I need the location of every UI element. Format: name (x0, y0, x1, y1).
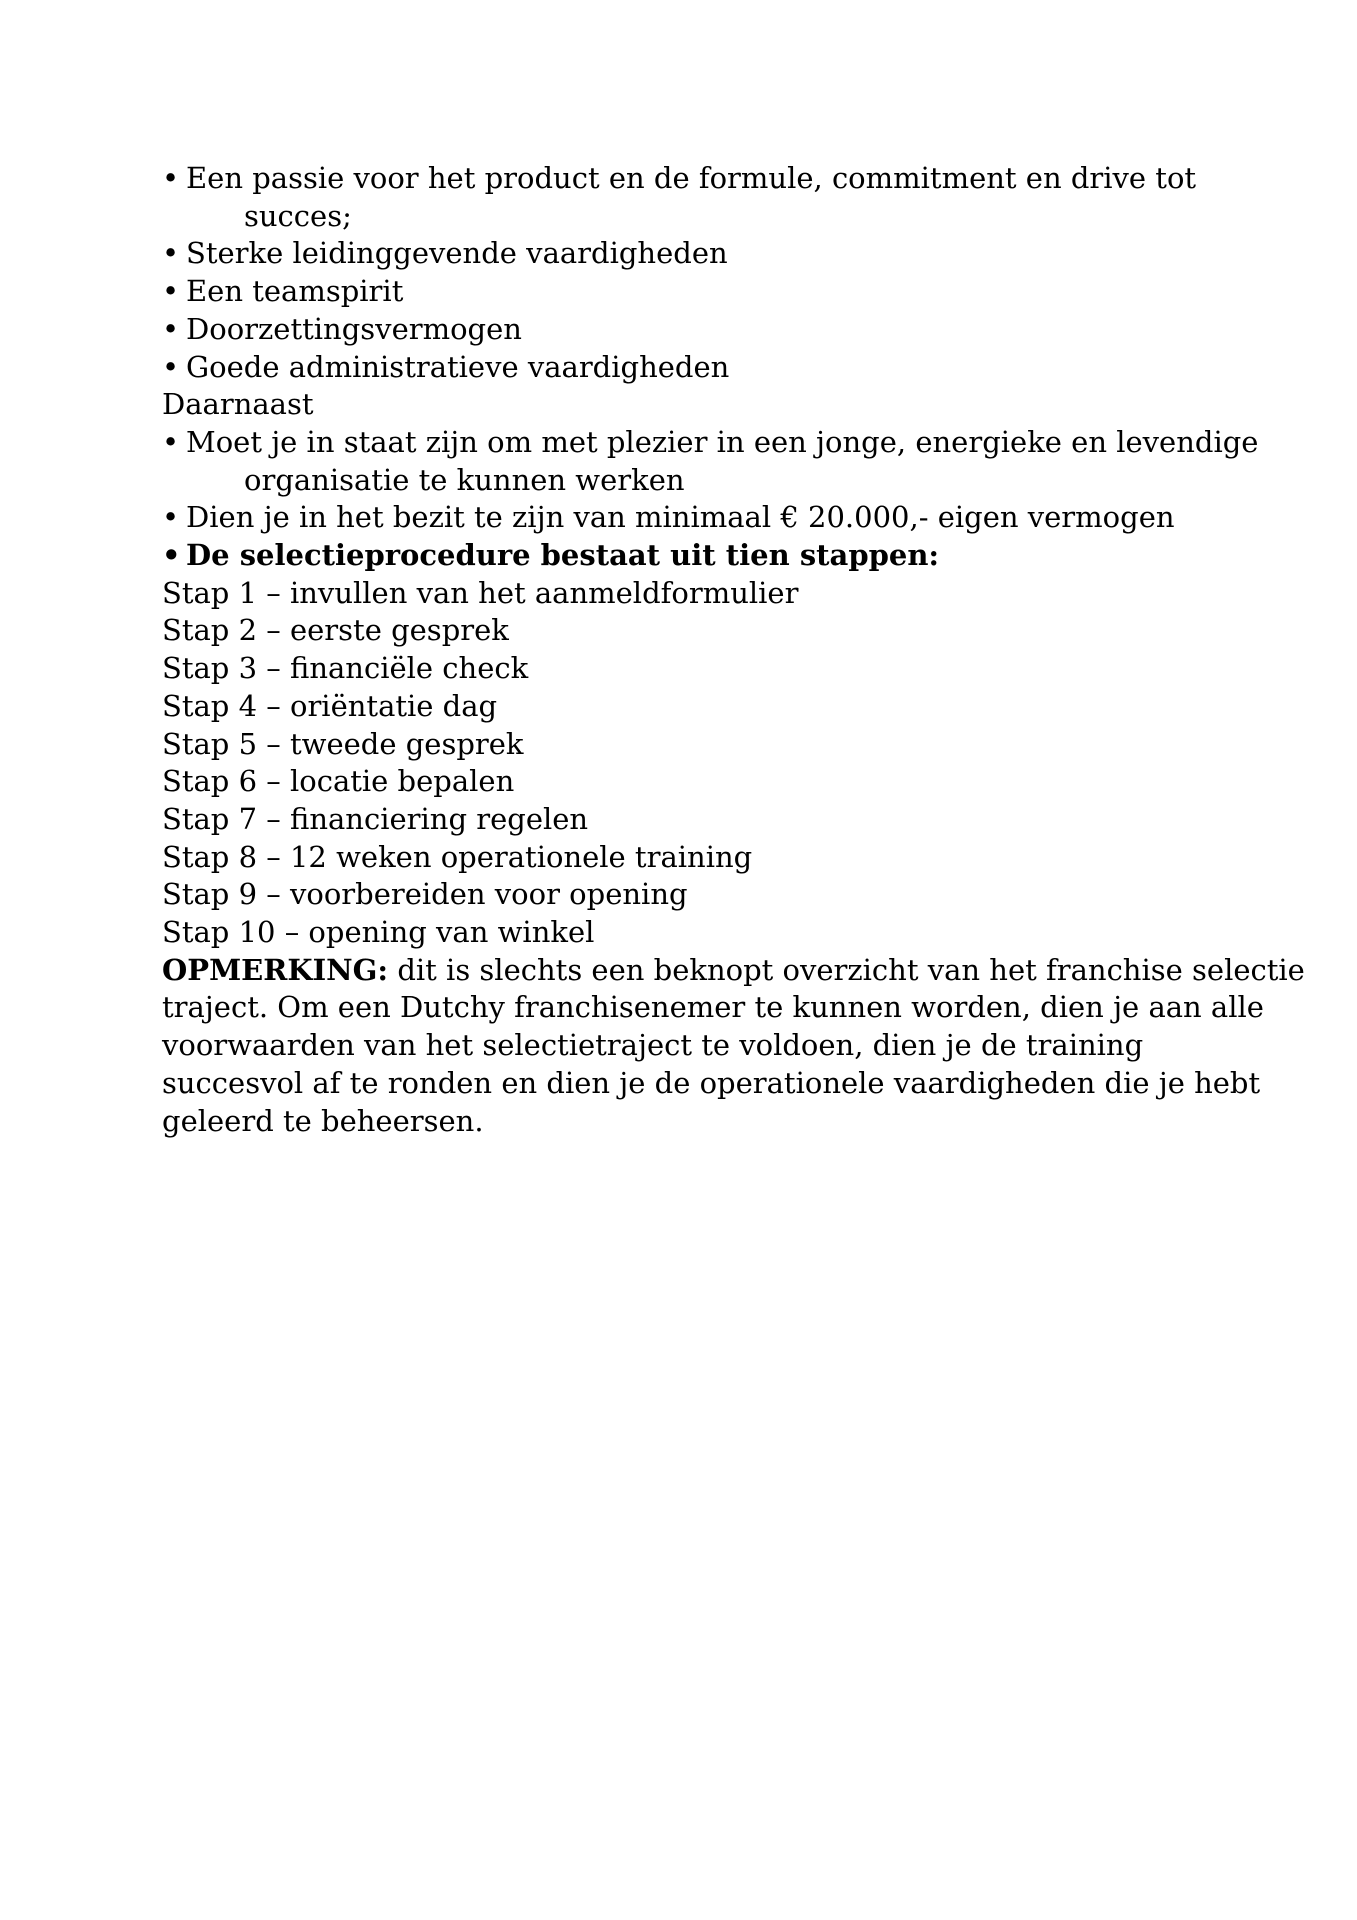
requirement-item (162, 273, 1212, 311)
remark-line (162, 952, 1305, 990)
bullet-icon: • (162, 311, 180, 346)
procedure-heading: De selectieprocedure bestaat uit tien stappen: (186, 538, 940, 573)
bullet-icon: • (162, 424, 180, 459)
requirement-text: Sterke leidinggevende vaardigheden (186, 236, 728, 271)
bullet-icon: • (162, 500, 180, 535)
remark-label: OPMERKING: (162, 952, 389, 987)
extra-continuation: organisatie te kunnen werken (244, 462, 685, 497)
step-line: Stap 6 – locatie bepalen (162, 764, 515, 799)
step-line: Stap 8 – 12 weken operationele training (162, 839, 753, 874)
step-line: Stap 3 – financiële check (162, 651, 529, 686)
extra-text: Dien je in het bezit te zijn van minimaal € 20.000,- eigen vermogen (186, 500, 1175, 535)
requirement-item (162, 311, 1212, 349)
requirement-item (162, 160, 1212, 198)
daarnaast-label: Daarnaast (162, 387, 314, 422)
bullet-icon: • (162, 538, 181, 573)
requirement-item (162, 235, 1212, 273)
step-line: Stap 7 – financiering regelen (162, 801, 589, 836)
remark-text: dit is slechts een beknopt overzicht van het franchise selectie (388, 952, 1305, 987)
requirement-text: Doorzettingsvermogen (186, 311, 522, 346)
extra-item (162, 424, 1259, 462)
remark-paragraph (162, 952, 1305, 1141)
remark-line: succesvol af te ronden en dien je de operationele vaardigheden die je hebt (162, 1065, 1261, 1100)
bullet-icon: • (162, 161, 180, 195)
requirement-item (162, 349, 1212, 387)
extra-text: Moet je in staat zijn om met plezier in een jonge, energieke en levendige (186, 424, 1259, 459)
requirement-text: Een teamspirit (186, 274, 404, 309)
bullet-icon: • (162, 349, 180, 384)
step-line: Stap 2 – eerste gesprek (162, 613, 509, 648)
step-line: Stap 5 – tweede gesprek (162, 726, 524, 761)
requirement-text: Een passie voor het product en de formule, commitment en drive tot (186, 161, 1197, 195)
step-line: Stap 1 – invullen van het aanmeldformulier (162, 575, 799, 610)
step-line: Stap 4 – oriëntatie dag (162, 688, 498, 723)
remark-line: voorwaarden van het selectietraject te voldoen, dien je de training (162, 1028, 1144, 1063)
step-line: Stap 10 – opening van winkel (162, 915, 595, 950)
remark-line: geleerd te beheersen. (162, 1103, 484, 1138)
bullet-icon: • (162, 236, 180, 271)
document-page (162, 160, 1305, 1140)
bullet-icon: • (162, 274, 180, 309)
extra-item (162, 499, 1212, 537)
step-line: Stap 9 – voorbereiden voor opening (162, 877, 688, 912)
remark-line: traject. Om een Dutchy franchisenemer te kunnen worden, dien je aan alle (162, 990, 1264, 1025)
procedure-heading-item (162, 537, 1212, 575)
requirement-text: Goede administratieve vaardigheden (186, 349, 730, 384)
requirement-continuation: succes; (244, 198, 352, 233)
